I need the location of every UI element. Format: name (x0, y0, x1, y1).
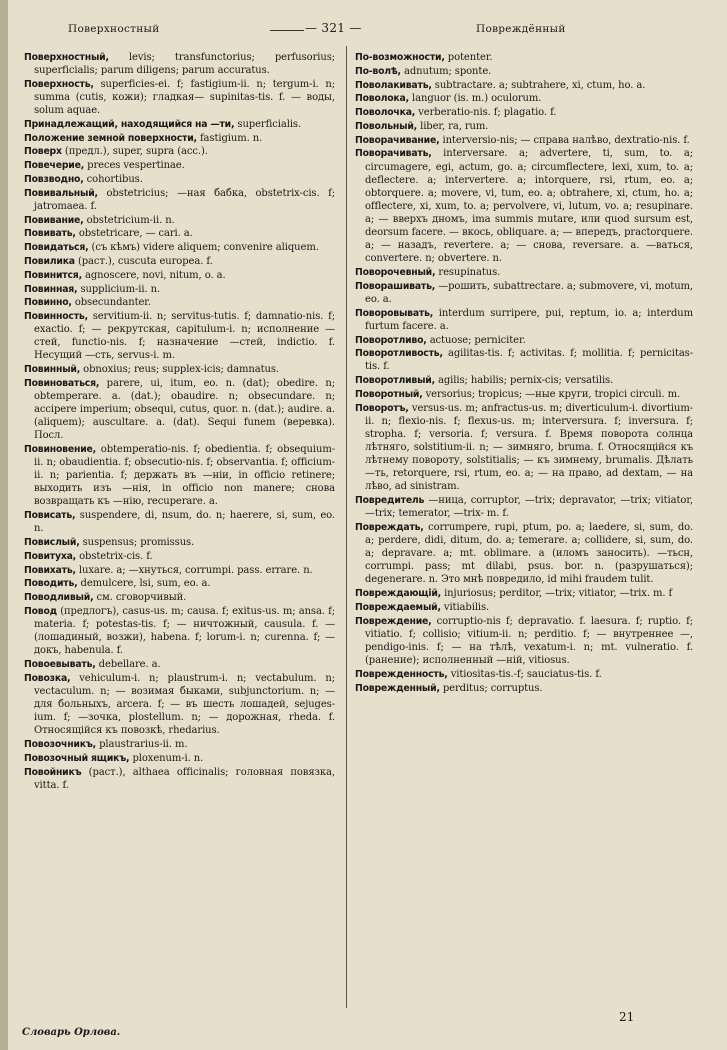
dictionary-entry (355, 280, 693, 306)
entry-definition: perditus; corruptus. (439, 682, 543, 694)
dictionary-entry (355, 120, 693, 133)
entry-definition: levis; transfunctorius; perfusorius; superficialis; parum diligens; parum accuratus. (34, 52, 335, 77)
dictionary-entry (355, 402, 693, 494)
dictionary-entry (24, 310, 335, 362)
dictionary-entry (355, 587, 693, 600)
entry-headword: Повиноваться, (24, 377, 100, 389)
dictionary-entry (355, 134, 693, 147)
dictionary-entry (355, 92, 693, 105)
entry-definition: plaustrarius-ii. m. (95, 739, 188, 751)
entry-headword: Повойникъ (24, 766, 82, 778)
entry-definition: corrumpere, rupi, ptum, po. a; laedere, si, sum, do. a; perdere, didi, ditum, do. a; temerare. a; collidere, si, sum, do. a; depravare. a; mt. oblimare. a (иломъ заносить). —тьсн, corrumpi. pass; mt dilabi, psus. bor. n. (разрушаться); degenerare. n. Это мнѣ повредило, id mihi fraudem tulit. (365, 521, 693, 586)
entry-headword: Повредитель (355, 495, 425, 507)
entry-headword: Повивать, (24, 228, 76, 240)
entry-definition: preces vespertinae. (84, 160, 185, 172)
entry-headword: Повод (24, 606, 57, 618)
entry-headword: Поврежденность, (355, 668, 448, 680)
entry-definition: см. сговорчивый. (93, 592, 187, 604)
entry-headword: Повозочный ящикъ, (24, 752, 130, 764)
entry-definition: liber, ra, rum. (417, 120, 489, 132)
entry-headword: Принадлежащий, находящийся на —ти, (24, 118, 235, 130)
entry-headword: Поворовывать, (355, 307, 434, 319)
dictionary-entry (24, 187, 335, 213)
header-rule-left (270, 30, 304, 31)
entry-headword: Положение земной поверхности, (24, 132, 197, 144)
entry-definition: verberatio-nis. f; plagatio. f. (415, 107, 557, 119)
entry-definition: cohortibus. (83, 173, 143, 185)
dictionary-entry (355, 334, 693, 347)
dictionary-entry (24, 509, 335, 535)
entry-definition: interversare. a; advertere, ti, sum, to. a; circumagere, egi, actum, go. a; circumflectere, lexi, xum, to. a; deflectere. a; intervertere. a; intorquere, rsi, rtum, eo. a; obtorquere. a; movere, vi, tum, eo. a; obtrahere, xi, ctum, ho. a; offlectere, xi, xum, to. a; pervolvere, vi, lutum, vo. a; resupinare. a; — вверхъ дномъ, ima summis mutare, или quod sursum est, deorsum facere. — вкось, obliquare. a; — впередъ, practorquere. a; — назадъ, revertere. a; — снова, reversare. a. —ваться, convertere. n; obvertere. n. (365, 148, 693, 265)
entry-definition: parere, ui, itum, eo. n. (dat); obedire. n; obtemperare. a. (dat.); obaudire. n; obsecundare. n; accipere imperium; obsequi, cutus, quor. n. (dat.); audire. a. (aliquem); auscultare. a. (dat). Sequi funem (веревка). Посл. (34, 377, 335, 442)
entry-definition: —рошить, subattrectare. a; submovere, vi, motum, eo. a. (365, 280, 693, 305)
page-header-number: — 321 — (305, 21, 362, 35)
entry-definition: obstetricius; —ная бабка, obstetrix-cis. f; jatromaea. f. (34, 187, 335, 212)
entry-definition: obstetricare, — cari. a. (75, 228, 193, 240)
dictionary-entry (24, 214, 335, 227)
entry-headword: Поволочка, (355, 107, 416, 119)
entry-definition: (раст.), cuscuta europea. f. (74, 255, 213, 267)
dictionary-entry (24, 363, 335, 376)
entry-definition: interversio-nis; — справа налѣво, dextratio-nis. f. (439, 134, 690, 146)
entry-definition: ploxenum-i. n. (129, 752, 204, 764)
dictionary-entry (355, 388, 693, 401)
entry-headword: Повивальный, (24, 187, 98, 199)
entry-definition: agnoscere, novi, nitum, o. a. (81, 269, 226, 281)
dictionary-entry (355, 106, 693, 119)
entry-definition: versorius; tropicus; —ные круги, tropici circuli. m. (422, 388, 681, 400)
entry-headword: Повислый, (24, 537, 80, 549)
dictionary-entry (355, 347, 693, 373)
entry-definition: debellare. a. (95, 659, 161, 671)
dictionary-entry (355, 601, 693, 614)
entry-headword: Повинный, (24, 364, 81, 376)
dictionary-entry (24, 550, 335, 563)
entry-headword: Поверхность, (24, 78, 94, 90)
entry-headword: Поверхностный, (24, 52, 109, 63)
dictionary-entry (24, 577, 335, 590)
dictionary-entry (355, 374, 693, 387)
entry-definition: vehiculum-i. n; plaustrum-i. n; vectabulum. n; vectaculum. n; — возимая быками, subjunctorium. n; — для больныхъ, arcera. f; — въ шесть лошадей, sejuges-ium. f; —зочка, plostellum. n; — дорожная, rheda. f. Относящійся къ повозкѣ, rhedarius. (34, 672, 335, 737)
entry-headword: Повитуха, (24, 550, 77, 562)
dictionary-entry (24, 296, 335, 309)
entry-headword: Поверх (24, 146, 62, 158)
entry-headword: Поворотъ, (355, 402, 409, 414)
dictionary-entry (24, 241, 335, 254)
entry-headword: Повинная, (24, 283, 78, 295)
dictionary-entry (24, 766, 335, 792)
entry-headword: По-возможности, (355, 52, 445, 63)
dictionary-entry (355, 51, 693, 64)
entry-definition: languor (is. m.) oculorum. (408, 93, 542, 105)
entry-definition: luxare. a; —хнуться, corrumpi. pass. errare. n. (75, 564, 313, 576)
entry-definition: potenter. (444, 52, 493, 63)
dictionary-entry (24, 159, 335, 172)
entry-definition: injuriosus; perditor, —trix; vitiator, —trix. m. f (441, 588, 673, 600)
entry-definition: vitiabilis. (440, 601, 490, 613)
entry-headword: Повинность, (24, 311, 88, 323)
dictionary-entry (355, 521, 693, 586)
dictionary-entry (24, 255, 335, 268)
dictionary-entry (24, 283, 335, 296)
entry-headword: Повисать, (24, 510, 76, 522)
entry-headword: Повинно, (24, 297, 72, 309)
dictionary-entry (24, 227, 335, 240)
entry-definition: obtemperatio-nis. f; obedientia. f; obsequium-ii. n; obaudientia. f; obsecutio-nis. f; observantia. f; officium-ii. n; parientia. f; держать въ —ніи, in officio retinere; выходить изъ —нія, in officio non manere; снова возвращать къ —нію, recuperare. a. (34, 444, 335, 508)
entry-headword: Повреждать, (355, 521, 424, 533)
running-head-right: Повреждённый (476, 23, 566, 35)
entry-headword: Повреждающій, (355, 588, 441, 600)
entry-definition: superficialis. (234, 118, 302, 130)
entry-definition: obstetrix-cis. f. (76, 550, 153, 562)
entry-definition: versus-us. m; anfractus-us. m; diverticulum-i. divortium-ii. n; flexio-nis. f; flexus-us. m; interversura. f; inversura. f; stropha. f; versoria. f; versura. f. Время поворота солнца лѣтняго, solstitium-ii. n; — зимняго, bruma. f. Относящійся къ лѣтнему повороту, solstitialis; — къ зимнему, brumalis. Дѣлать —ть, retorquere, rsi, rtum, eo. a; — на право, ad dextam, — на лѣво, ad sinistram. (365, 402, 693, 493)
entry-headword: Повозочникъ, (24, 739, 96, 751)
dictionary-entry (24, 658, 335, 671)
dictionary-entry (24, 564, 335, 577)
dictionary-entry (24, 591, 335, 604)
entry-headword: Повивание, (24, 214, 84, 226)
dictionary-entry (24, 377, 335, 442)
entry-headword: Поворотный, (355, 388, 423, 400)
entry-headword: Повреждаемый, (355, 601, 441, 613)
dictionary-entry (24, 738, 335, 751)
entry-definition: (раст.), althaea officinalis; головная повязка, vitta. f. (34, 766, 335, 791)
dictionary-entry (24, 78, 335, 117)
entry-definition: fastigium. n. (196, 132, 263, 144)
entry-definition: adnutum; sponte. (400, 65, 492, 77)
entry-headword: Повечерие, (24, 160, 85, 172)
entry-definition: obnoxius; reus; supplex-icis; damnatus. (80, 364, 279, 376)
entry-definition: corruptio-nis f; depravatio. f. laesura. f; ruptio. f; vitiatio. f; collisio; vitium-ii. n; perditio. f; — внутреннее —, pendigo-inis. f; — на тѣлѣ, vexatum-i. n; mt. vulneratio. f. (ранение); исполненный —ній, vitiosus. (365, 615, 693, 666)
entry-definition: demulcere, lsi, sum, eo. a. (77, 578, 211, 590)
entry-headword: Повозка, (24, 672, 71, 684)
entry-headword: Повихать, (24, 564, 76, 576)
dictionary-entry (24, 51, 335, 77)
footer-signature: Словарь Орлова. (22, 1027, 121, 1038)
entry-headword: Поворотливость, (355, 348, 443, 360)
running-head-left: Поверхностный (68, 23, 160, 35)
entry-headword: Поволакивать, (355, 79, 432, 91)
entry-headword: Поволока, (355, 93, 409, 105)
entry-definition: servitium-ii. n; servitus-tutis. f; damnatio-nis. f; exactio. f; — рекрутская, capitulum-i. n; исполнение —стей, functio-nis. f; назначение —стей, indictio. f. Несущий —сть, servus-i. m. (34, 311, 335, 362)
dictionary-entry (355, 668, 693, 681)
entry-headword: Поворашивать, (355, 280, 436, 292)
right-column (355, 51, 693, 695)
dictionary-entry (24, 132, 335, 145)
page-shadow-edge (0, 0, 8, 1050)
dictionary-entry (24, 605, 335, 657)
entry-definition: suspensus; promissus. (79, 537, 195, 549)
dictionary-entry (355, 266, 693, 279)
entry-headword: Поводливый, (24, 592, 94, 604)
entry-headword: Повзводно, (24, 173, 84, 185)
entry-definition: —ница, corruptor, —trix; depravator, —trix; vitiator, —trix; temerator, —trix- m. f. (365, 495, 693, 520)
entry-headword: Поворочевный, (355, 267, 436, 278)
entry-headword: Повилика (24, 255, 75, 267)
entry-definition: actuose; perniciter. (426, 334, 526, 346)
dictionary-entry (24, 752, 335, 765)
dictionary-entry (355, 615, 693, 667)
entry-definition: obstetricium-ii. n. (83, 214, 175, 226)
entry-definition: supplicium-ii. n. (77, 283, 161, 295)
entry-definition: (предл.), super, supra (acc.). (61, 146, 208, 158)
entry-headword: Поворотливый, (355, 375, 435, 387)
entry-headword: Поворачивать, (355, 148, 432, 160)
dictionary-entry (355, 147, 693, 265)
entry-headword: Поврежденный, (355, 682, 440, 694)
entry-definition: superficies-ei. f; fastigium-ii. n; tergum-i. n; summa (cutis, кожи); гладкая— supinitas-tis. f. — воды, solum aquae. (34, 78, 335, 117)
left-column (24, 51, 335, 792)
entry-headword: По-волѣ, (355, 65, 401, 77)
dictionary-entry (355, 79, 693, 92)
entry-definition: subtractare. a; subtrahere, xi, ctum, ho. a. (431, 79, 646, 91)
dictionary-entry (24, 536, 335, 549)
entry-headword: Повинится, (24, 269, 82, 281)
entry-headword: Повреждение, (355, 615, 432, 627)
dictionary-entry (355, 682, 693, 695)
entry-headword: Повиновение, (24, 444, 96, 456)
dictionary-entry (24, 443, 335, 508)
entry-definition: (съ кѣмъ) videre aliquem; convenire aliquem. (88, 242, 319, 254)
entry-definition: interdum surripere, pui, reptum, io. a; interdum furtum facere. a. (365, 307, 693, 332)
entry-definition: agilitas-tis. f; activitas. f; mollitia. f; pernicitas-tis. f. (365, 348, 693, 373)
dictionary-entry (24, 672, 335, 737)
dictionary-entry (355, 494, 693, 520)
entry-definition: (предлогъ), casus-us. m; causa. f; exitus-us. m; ansa. f; materia. f; potestas-tis. f; — ничтожный, causula. f. — (лошадиный, возжи), habena. f; lorum-i. n; curenna. f; —докъ, habenula. f. (34, 606, 335, 657)
dictionary-entry (24, 118, 335, 131)
dictionary-entry (24, 145, 335, 158)
entry-definition: obsecundanter. (71, 297, 151, 309)
entry-headword: Поворачивание, (355, 134, 440, 146)
dictionary-entry (355, 307, 693, 333)
entry-headword: Поворотливо, (355, 334, 427, 346)
entry-definition: agilis; habilis; pernix-cis; versatilis. (434, 375, 614, 387)
entry-definition: resupinatus. (435, 267, 501, 278)
entry-headword: Поводить, (24, 578, 78, 590)
entry-headword: Повоевывать, (24, 659, 96, 671)
entry-definition: vitiositas-tis.-f; sauciatus-tis. f. (447, 668, 602, 680)
dictionary-entry (24, 269, 335, 282)
entry-headword: Повидаться, (24, 242, 89, 254)
page-number: 21 (619, 1010, 635, 1024)
entry-headword: Повольный, (355, 120, 418, 132)
dictionary-entry (355, 65, 693, 78)
entry-definition: suspendere, di, nsum, do. n; haerere, si, sum, eo. n. (34, 510, 335, 535)
column-divider (346, 46, 347, 1008)
dictionary-entry (24, 173, 335, 186)
